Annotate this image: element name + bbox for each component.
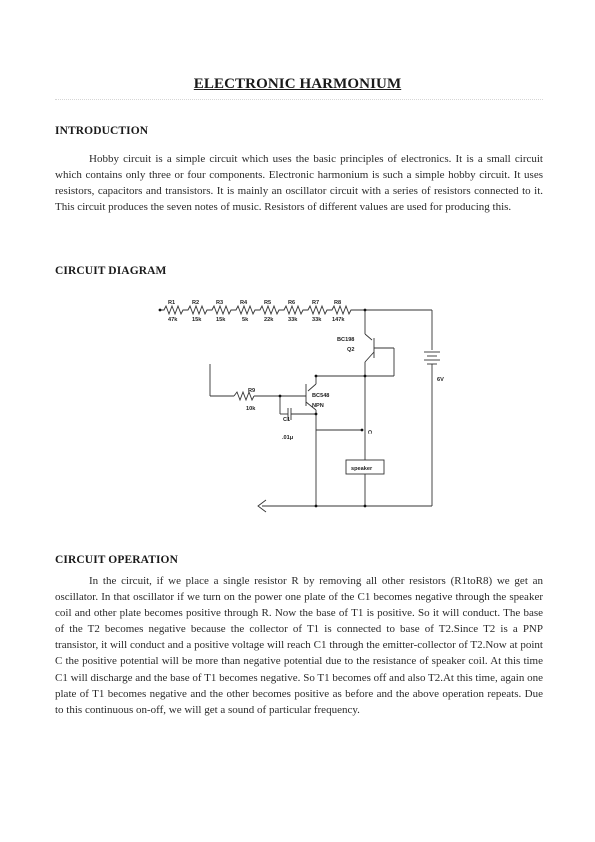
resistor-value-8: 147k [332, 317, 345, 323]
resistor-value-3: 15k [216, 317, 226, 323]
resistor-name-7: R7 [312, 300, 320, 306]
resistor-name-8: R8 [334, 300, 342, 306]
circuit-diagram [150, 288, 450, 518]
resistor-name-3: R3 [216, 300, 224, 306]
resistor-name-4: R4 [240, 300, 248, 306]
circuit-operation-paragraph: In the circuit, if we place a single resistor R by removing all other resistors (R1toR8) we get an oscillator. In that oscillator if we turn on the power one plate of the C1 becomes negative through the speaker coil and other plate becomes positive through R. Now the base of T1 is positive. So it will conduct. The base of the T2 becomes negative because the collector of T1 is connected to base of T2.Since T2 is a PNP transistor, it will conduct and a positive voltage will reach C1 through the emitter-collector of T2.Now at point C the positive potential will be more than negative potential due to the resistance of speaker coil. At this time C1 will discharge and the base of T1 becomes negative. So T1 becomes off and also T2.At this time, again one plate of T1 becomes negative and the other becomes positive as before and the above operation repeats. Due to this continuous on-off, we will get a sound of particular frequency. [55, 575, 543, 716]
document-title: ELECTRONIC HARMONIUM [193, 76, 402, 92]
r9-name-label: R9 [248, 388, 256, 394]
battery-label: 6V [437, 377, 444, 383]
circuit-operation-heading: CIRCUIT OPERATION [55, 554, 179, 566]
resistor-value-2: 15k [192, 317, 202, 323]
resistor-name-2: R2 [192, 300, 200, 306]
resistor-name-6: R6 [288, 300, 296, 306]
junction-dots [159, 309, 367, 508]
t2-name-label: Q2 [347, 347, 355, 353]
circuit-diagram-heading: CIRCUIT DIAGRAM [55, 265, 167, 277]
resistor-value-6: 33k [288, 317, 298, 323]
resistor-name-1: R1 [168, 300, 176, 306]
resistor-value-1: 47k [168, 317, 178, 323]
r9-value-label: 10k [246, 406, 256, 412]
resistor-chain-zigzag [160, 306, 355, 314]
introduction-heading: INTRODUCTION [55, 125, 149, 137]
t1-type-label: NPN [312, 403, 324, 409]
c1-name-label: C1 [283, 417, 291, 423]
resistor-name-5: R5 [264, 300, 272, 306]
c1-value-label: .01μ [282, 435, 294, 441]
t2-part-label: BC198 [337, 337, 355, 343]
title-divider [55, 99, 543, 100]
introduction-paragraph: Hobby circuit is a simple circuit which uses the basic principles of electronics. It is a small circuit which contains only three or four components. Electronic harmonium is such a simple hobby circuit. It uses resistors, capacitors and transistors. It is mainly an oscillator circuit with a series of resistors connected to it. This circuit produces the seven notes of music. Resistors of different values are used for producing this. [55, 153, 543, 214]
resistor-value-5: 22k [264, 317, 274, 323]
t1-part-label: BC548 [312, 393, 330, 399]
point-c-label: C [366, 430, 372, 435]
resistor-value-4: 5k [242, 317, 249, 323]
resistor-value-7: 33k [312, 317, 322, 323]
speaker-label: speaker [351, 466, 373, 472]
circuit-schematic [150, 288, 450, 518]
